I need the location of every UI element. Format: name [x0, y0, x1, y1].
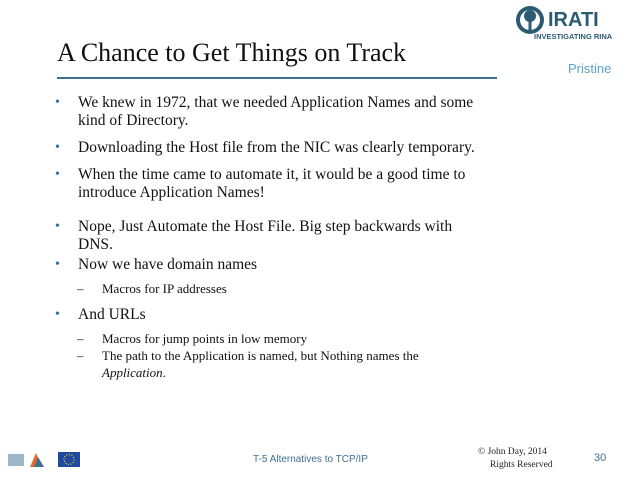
bullet-text: kind of Directory.: [78, 112, 189, 129]
sub-bullet-item: [55, 280, 615, 297]
copyright-line-2: Rights Reserved: [490, 460, 553, 470]
footer-logos: [0, 445, 90, 475]
bullet-item: [55, 256, 615, 297]
sub-bullet-dash-icon: –: [77, 281, 84, 296]
bullet-text: And URLs: [78, 306, 146, 323]
sub-bullet-suffix: .: [162, 365, 166, 380]
bullet-dot-icon: •: [55, 167, 60, 182]
copyright-line-1: © John Day, 2014: [478, 447, 547, 457]
bullet-item: [55, 218, 615, 254]
irati-logo: [512, 4, 634, 42]
bullet-item: [55, 139, 615, 157]
title-underline: [57, 77, 497, 79]
bullet-dot-icon: •: [55, 219, 60, 234]
sub-bullet-text: Macros for IP addresses: [102, 281, 227, 296]
sub-bullet-text: The path to the Application is named, but Nothing names the: [102, 348, 419, 363]
bullet-dot-icon: •: [55, 95, 60, 110]
irati-name: IRATI: [548, 9, 599, 31]
sub-bullet-item: [55, 330, 615, 347]
footer-copyright: [478, 446, 553, 472]
bullet-text: We knew in 1972, that we needed Application Names and some: [78, 94, 474, 111]
irati-tagline: INVESTIGATING RINA: [534, 32, 613, 41]
sub-bullet-italic-text: Application: [102, 365, 163, 380]
bullet-text: DNS.: [78, 236, 113, 253]
slide-title: A Chance to Get Things on Track: [57, 38, 407, 67]
bullet-text: Nope, Just Automate the Host File. Big step backwards with: [78, 218, 453, 235]
pristine-logo: [566, 58, 626, 78]
pristine-name: Pristine: [568, 61, 612, 76]
bullet-dot-icon: •: [55, 257, 60, 272]
sub-bullet-text: Macros for jump points in low memory: [102, 331, 308, 346]
sub-bullet-item: [55, 347, 615, 381]
footer-section-label: T-5 Alternatives to TCP/IP: [253, 454, 368, 465]
sub-bullet-italic-line: [102, 364, 615, 381]
bullet-item: [55, 306, 615, 381]
bullet-item: [55, 94, 615, 130]
bullet-dot-icon: •: [55, 307, 60, 322]
bullet-text: Now we have domain names: [78, 256, 258, 273]
sub-bullet-dash-icon: –: [77, 331, 84, 346]
eu-flag-icon: [58, 452, 80, 467]
bullet-item: [55, 166, 615, 202]
sub-bullet-dash-icon: –: [77, 348, 84, 363]
page-number: 30: [594, 452, 607, 464]
bullet-text: introduce Application Names!: [78, 184, 265, 201]
bullet-text: When the time came to automate it, it would be a good time to: [78, 166, 466, 183]
fp7-logo-icon: [8, 454, 24, 466]
bullet-text: Downloading the Host file from the NIC was clearly temporary.: [78, 139, 475, 156]
bullet-dot-icon: •: [55, 140, 60, 155]
bullet-list: [55, 94, 615, 381]
